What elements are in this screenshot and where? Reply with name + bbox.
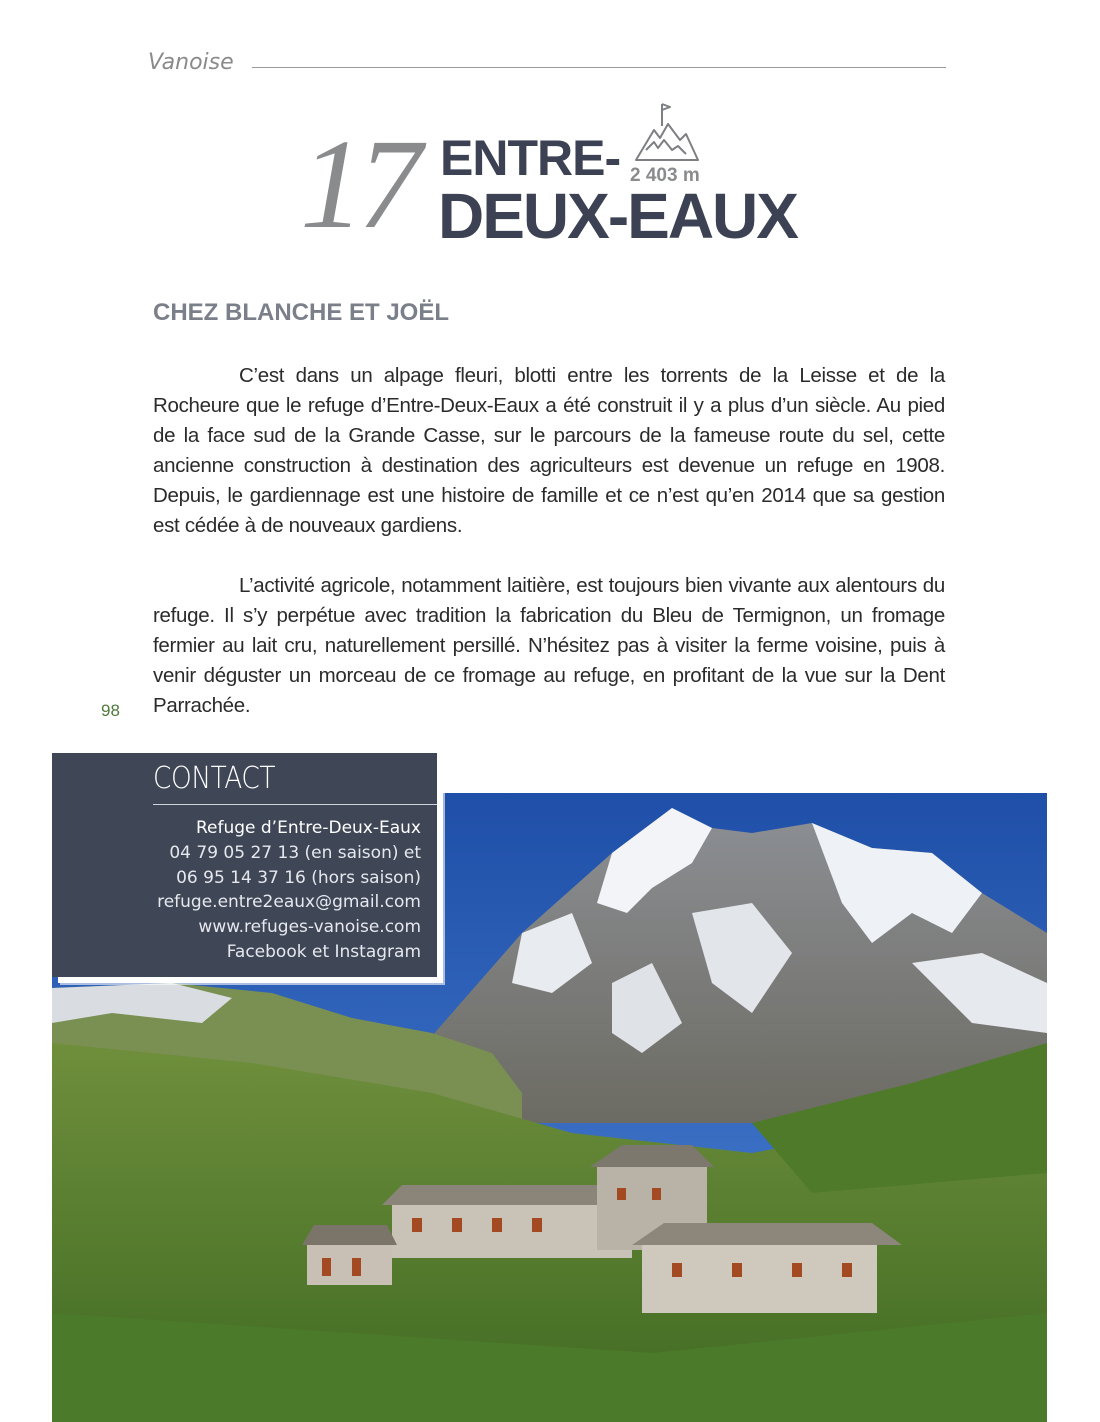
refuge-number: 17 bbox=[300, 113, 416, 255]
contact-name: Refuge d’Entre-Deux-Eaux bbox=[195, 818, 421, 838]
contact-details bbox=[157, 816, 421, 965]
contact-phone-season: 04 79 05 27 13 (en saison) et bbox=[169, 842, 421, 863]
contact-email: refuge.entre2eaux@gmail.com bbox=[157, 892, 421, 913]
contact-box bbox=[52, 753, 437, 977]
contact-social: Facebook et Instagram bbox=[226, 941, 421, 962]
title-line-2: DEUX-EAUX bbox=[438, 180, 797, 252]
contact-divider bbox=[153, 804, 437, 805]
page-number: 98 bbox=[101, 701, 120, 720]
title-line-1: ENTRE- bbox=[440, 130, 621, 186]
contact-website: www.refuges-vanoise.com bbox=[198, 917, 421, 938]
contact-title: CONTACT bbox=[153, 761, 276, 796]
mountain-flag-icon bbox=[632, 100, 702, 164]
contact-phone-offseason: 06 95 14 37 16 (hors saison) bbox=[176, 867, 421, 888]
paragraph-2: L’activité agricole, notamment laitière, est toujours bien vivante aux alentours du refuge. Il s’y perpétue avec tradition la fabrication du Bleu de Termignon, un fromage fermier au lait cru, naturellement persillé. N’hésitez pas à visiter la ferme voisine, puis à venir déguster un morceau de ce fromage au refuge, en profitant de la vue sur la Dent Parrachée. bbox=[153, 574, 945, 717]
header-rule bbox=[252, 67, 946, 68]
altitude-label: 2 403 m bbox=[630, 165, 700, 186]
subtitle: CHEZ BLANCHE ET JOËL bbox=[153, 299, 450, 326]
paragraph-1: C’est dans un alpage fleuri, blotti entre les torrents de la Leisse et de la Rocheure que le refuge d’Entre-Deux-Eaux a été construit il y a plus d’un siècle. Au pied de la face sud de la Grande Casse, sur le parcours de la fameuse route du sel, cette ancienne construction à destination des agriculteurs est devenue un refuge en 1908. Depuis, le gardiennage est une histoire de famille et ce n’est qu’en 2014 que sa gestion est cédée à de nouveaux gardiens. bbox=[153, 364, 945, 537]
running-head: Vanoise bbox=[148, 50, 234, 75]
